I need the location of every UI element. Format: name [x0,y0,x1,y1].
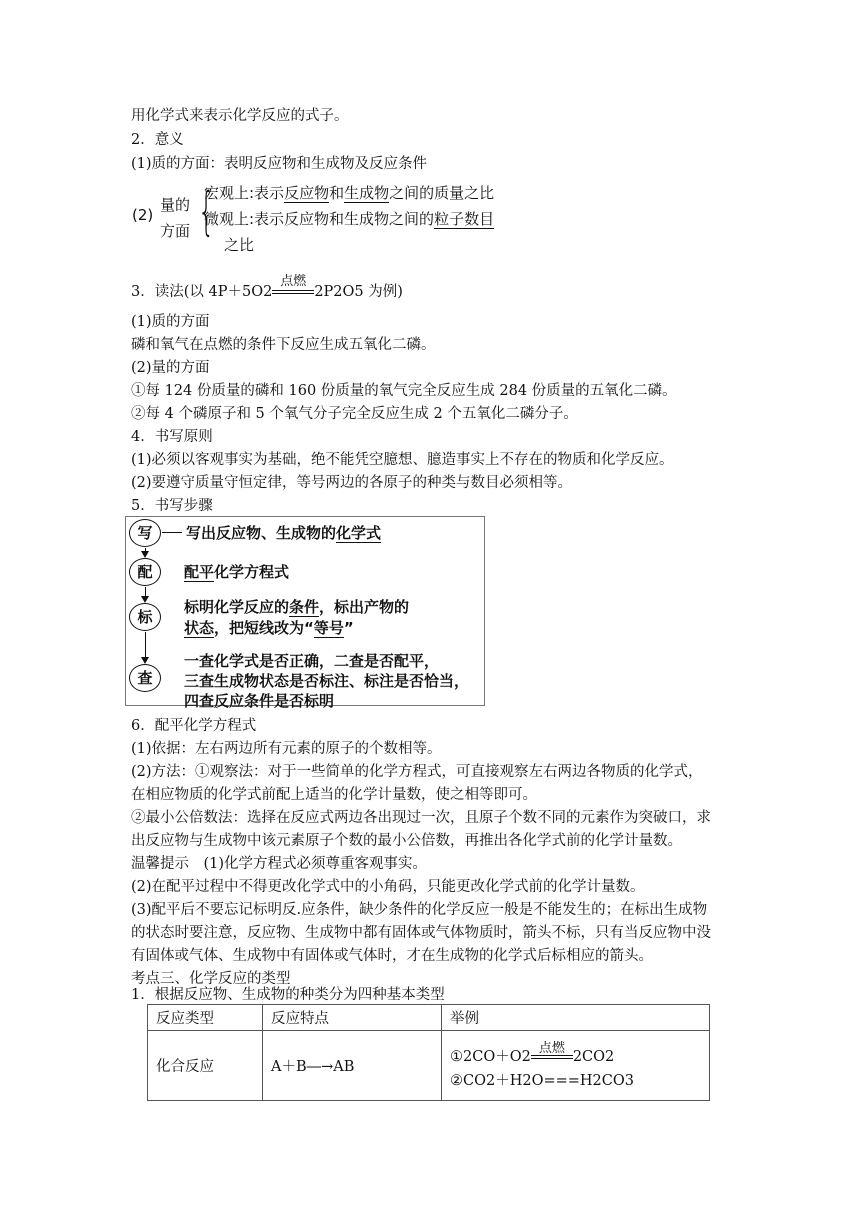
text-line: (2)量的方面 [131,360,210,376]
section-heading: 3．读法(以 4P＋5O2 点燃 2P2O5 为例) [131,274,403,300]
step-text: 三查生成物状态是否标注、标注是否恰当， [184,672,470,690]
table-cell: 化合反应 [148,1031,263,1101]
text-line: 用化学式来表示化学反应的式子。 [131,108,349,124]
text-line: 在相应物质的化学式前配上适当的化学计量数，使之相等即可。 [131,787,537,803]
step-text: 四查反应条件是否标明 [184,692,335,710]
step-text: 一查化学式是否正确，二查是否配平， [184,652,440,670]
example-line: ①2CO＋O2 点燃 2CO2 [450,1040,615,1065]
figure-label: 量的 [160,196,191,214]
example-line: ②CO2＋H2O===H2CO3 [450,1072,634,1089]
figure-label: 方面 [160,222,191,240]
figure-number: (2) [132,206,154,224]
connector-dash [162,532,182,533]
reaction-types-table [147,1004,710,1101]
text-line: 的状态时要注意，反应物、生成物中都有固体或气体物质时，箭头不标，只有当反应物中没 [131,925,711,941]
text-line: 有固体或气体、生成物中有固体或气体时，才在生成物的化学式后标相应的箭头。 [131,948,653,964]
table-row [148,1031,710,1101]
section-heading: 5．书写步骤 [131,498,213,514]
text-line: (2)要遵守质量守恒定律，等号两边的各原子的种类与数目必须相等。 [131,475,573,491]
step-circle: 标 [129,603,161,631]
macro-row: 宏观上:表示反应物和生成物之间的质量之比 [204,184,495,202]
writing-steps-figure [125,516,485,710]
step-circle: 配 [129,558,161,586]
arrow-down-icon [141,551,149,558]
brace-glyph: { [198,182,215,242]
table-header: 反应特点 [263,1005,442,1031]
table-cell: A＋B―→AB [263,1031,442,1101]
text-line: 磷和氧气在点燃的条件下反应生成五氧化二磷。 [131,337,436,353]
text-line: (1)质的方面 [131,314,210,330]
arrow-line [145,632,146,660]
section-heading: 2．意义 [131,132,184,148]
text-line: 出反应物与生成物中该元素原子个数的最小公倍数，再推出各化学式前的化学计量数。 [131,833,682,849]
section-heading: 6．配平化学方程式 [131,718,257,734]
step-circle: 查 [129,664,161,692]
text-line: ①每 124 份质量的磷和 160 份质量的氧气完全反应生成 284 份质量的五氧化二磷。 [131,383,677,399]
equation-sign: 点燃 [272,287,314,297]
text-line: 1．根据反应物、生成物的种类分为四种基本类型 [131,987,445,1003]
text-line: ②最小公倍数法：选择在反应式两边各出现过一次，且原子个数不同的元素作为突破口，求 [131,810,711,826]
text-line: (1)依据：左右两边所有元素的原子的个数相等。 [131,741,442,757]
text-line: ②每 4 个磷原子和 5 个氧气分子完全反应生成 2 个五氧化二磷分子。 [131,406,578,422]
micro-row: 微观上:表示反应物和生成物之间的粒子数目 [204,210,495,228]
step-text: 配平化学方程式 [184,563,290,581]
text-line: (2)在配平过程中不得更改化学式中的小角码，只能更改化学式前的化学计量数。 [131,879,645,895]
text-line: 温馨提示 (1)化学方程式必须尊重客观事实。 [131,856,428,872]
equation-sign: 点燃 [531,1052,573,1062]
table-cell [442,1031,710,1101]
text-line: (2)方法：①观察法：对于一些简单的化学方程式，可直接观察左右两边各物质的化学式， [131,764,703,780]
section-heading: 考点三、化学反应的类型 [131,971,291,987]
table-header-row [148,1005,710,1031]
arrow-down-icon [141,657,149,664]
step-text: 写出反应物、生成物的化学式 [186,524,382,542]
text-line: (1)必须以客观事实为基础，绝不能凭空臆想、臆造事实上不存在的物质和化学反应。 [131,452,674,468]
step-text: 状态，把短线改为“等号” [184,619,354,637]
table-header: 举例 [442,1005,710,1031]
quantity-meaning-figure [132,180,532,256]
table-header: 反应类型 [148,1005,263,1031]
section-heading: 4．书写原则 [131,429,213,445]
step-text: 标明化学反应的条件，标出产物的 [184,598,410,616]
text-line: (3)配平后不要忘记标明反.应条件，缺少条件的化学反应一般是不能发生的；在标出生成物 [131,902,708,918]
text-line: (1)质的方面：表明反应物和生成物及反应条件 [131,156,428,172]
step-circle: 写 [129,519,161,547]
arrow-down-icon [141,596,149,603]
micro-row-end: 之比 [224,236,255,254]
